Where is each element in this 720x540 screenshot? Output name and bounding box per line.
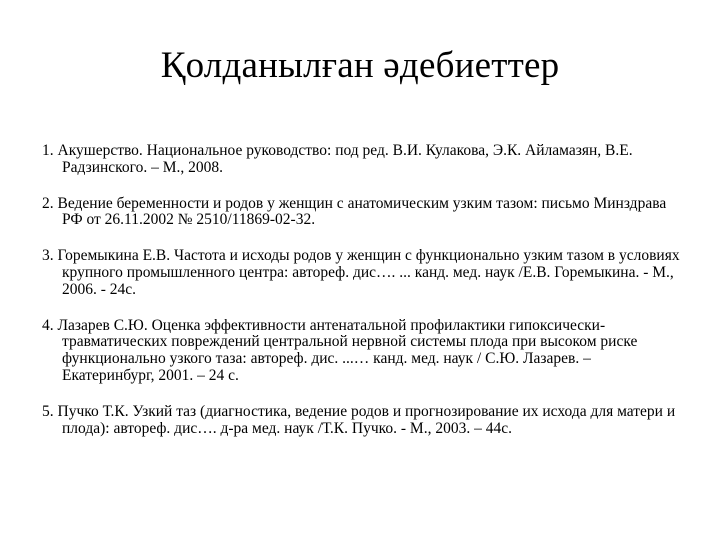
slide-title: Қолданылған әдебиеттер [160,45,560,86]
reference-item: 2. Ведение беременности и родов у женщин с анатомическим узким тазом: письмо Минздрава РФ от 26.11.2002 № 2510/11869-02-32. [42,194,667,229]
reference-list [42,143,687,456]
reference-item: 3. Горемыкина Е.В. Частота и исходы родов у женщин с функционально узким тазом в условиях крупного промышленного центра: автореф. дис…. ... канд. мед. наук /Е.В. Горемыкина. - М., 2006. - 24с. [42,247,680,298]
reference-item: 5. Пучко Т.К. Узкий таз (диагностика, ведение родов и прогнозирование их исхода для матери и плода): автореф. дис…. д-ра мед. наук /Т.К. Пучко. - М., 2003. – 44с. [42,402,676,437]
reference-item: 1. Акушерство. Национальное руководство: под ред. В.И. Кулакова, Э.К. Айламазян, В.Е. Радзинского. – М., 2008. [42,142,633,176]
reference-item: 4. Лазарев С.Ю. Оценка эффективности антенатальной профилактики гипоксически-травматических повреждений центральной нервной системы плода при высоком риске функционально узкого таза: автореф. дис. ...… канд. мед. наук / С.Ю. Лазарев. – Екатеринбург, 2001. – 24 с. [42,316,638,384]
